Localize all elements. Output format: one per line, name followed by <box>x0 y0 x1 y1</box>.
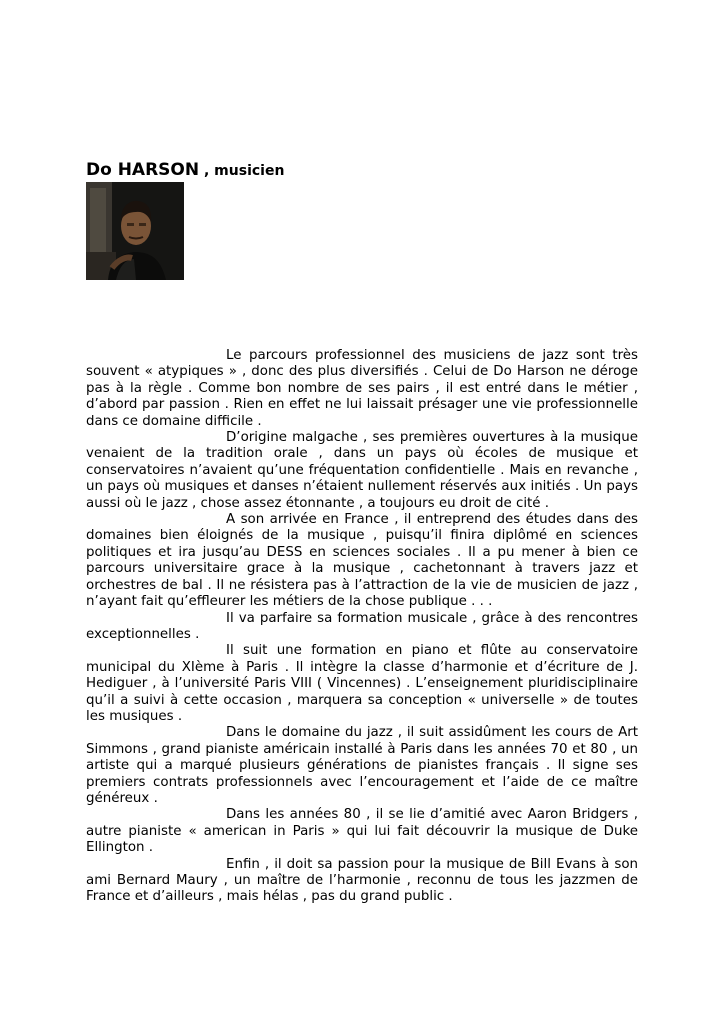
musician-role: , musicien <box>199 163 285 179</box>
paragraph-friendship: Dans les années 80 , il se lie d’amitié avec Aaron Bridgers , autre pianiste « american in Paris » qui lui fait découvrir la musique de Duke Ellington . <box>86 807 638 856</box>
paragraph-jazz: Dans le domaine du jazz , il suit assidûment les cours de Art Simmons , grand pianiste américain installé à Paris dans les années 70 et 80 , un artiste qui a marqué plusieurs générations de pianistes français . Il signe ses premiers contrats professionnels avec l’encouragement et l’aide de ce maître généreux . <box>86 725 638 806</box>
paragraph-career: Le parcours professionnel des musiciens de jazz sont très souvent « atypiques » , donc des plus diversifiés . Celui de Do Harson ne déroge pas à la règle . Comme bon nombre de ses pairs , il est entré dans le métier , d’abord par passion . Rien en effet ne lui laissait présager une vie professionnelle dans ce domaine difficile . <box>86 348 638 429</box>
portrait-photo <box>86 182 184 280</box>
paragraph-conservatoire: Il suit une formation en piano et flûte au conservatoire municipal du XIème à Paris . Il intègre la classe d’harmonie et d’écriture de J. Hediguer , à l’université Paris VIII ( Vincennes) . L’enseignement pluridisciplinaire qu’il a suivi à cette occasion , marquera sa conception « universelle » de toutes les musiques . <box>86 643 638 724</box>
musician-name: Do HARSON <box>86 160 200 180</box>
paragraph-studies: A son arrivée en France , il entreprend des études dans des domaines bien éloignés de la musique , puisqu’il finira diplômé en sciences politiques et ira jusqu’au DESS en sciences sociales . Il a pu mener à bien ce parcours universitaire grace à la musique , cachetonnant à travers jazz et orchestres de bal . Il ne résistera pas à l’attraction de la vie de musicien de jazz , n’ayant fait qu’effleurer les métiers de la chose publique . . . <box>86 512 638 610</box>
page-title <box>86 145 284 183</box>
paragraph-bill-evans: Enfin , il doit sa passion pour la musique de Bill Evans à son ami Bernard Maury , un maître de l’harmonie , reconnu de tous les jazzmen de France et d’ailleurs , mais hélas , pas du grand public . <box>86 856 638 905</box>
paragraph-origins: D’origine malgache , ses premières ouvertures à la musique venaient de la tradition orale , dans un pays où écoles de musique et conservatoires n’avaient qu’une fréquentation confidentielle . Mais en revanche , un pays où musiques et danses n’étaient nullement réservés aux initiés . Un pays aussi où le jazz , chose assez étonnante , a toujours eu droit de cité . <box>86 430 638 511</box>
biography-text <box>86 348 638 906</box>
paragraph-training: Il va parfaire sa formation musicale , grâce à des rencontres exceptionnelles . <box>86 610 638 642</box>
portrait-photo-icon <box>86 182 184 280</box>
